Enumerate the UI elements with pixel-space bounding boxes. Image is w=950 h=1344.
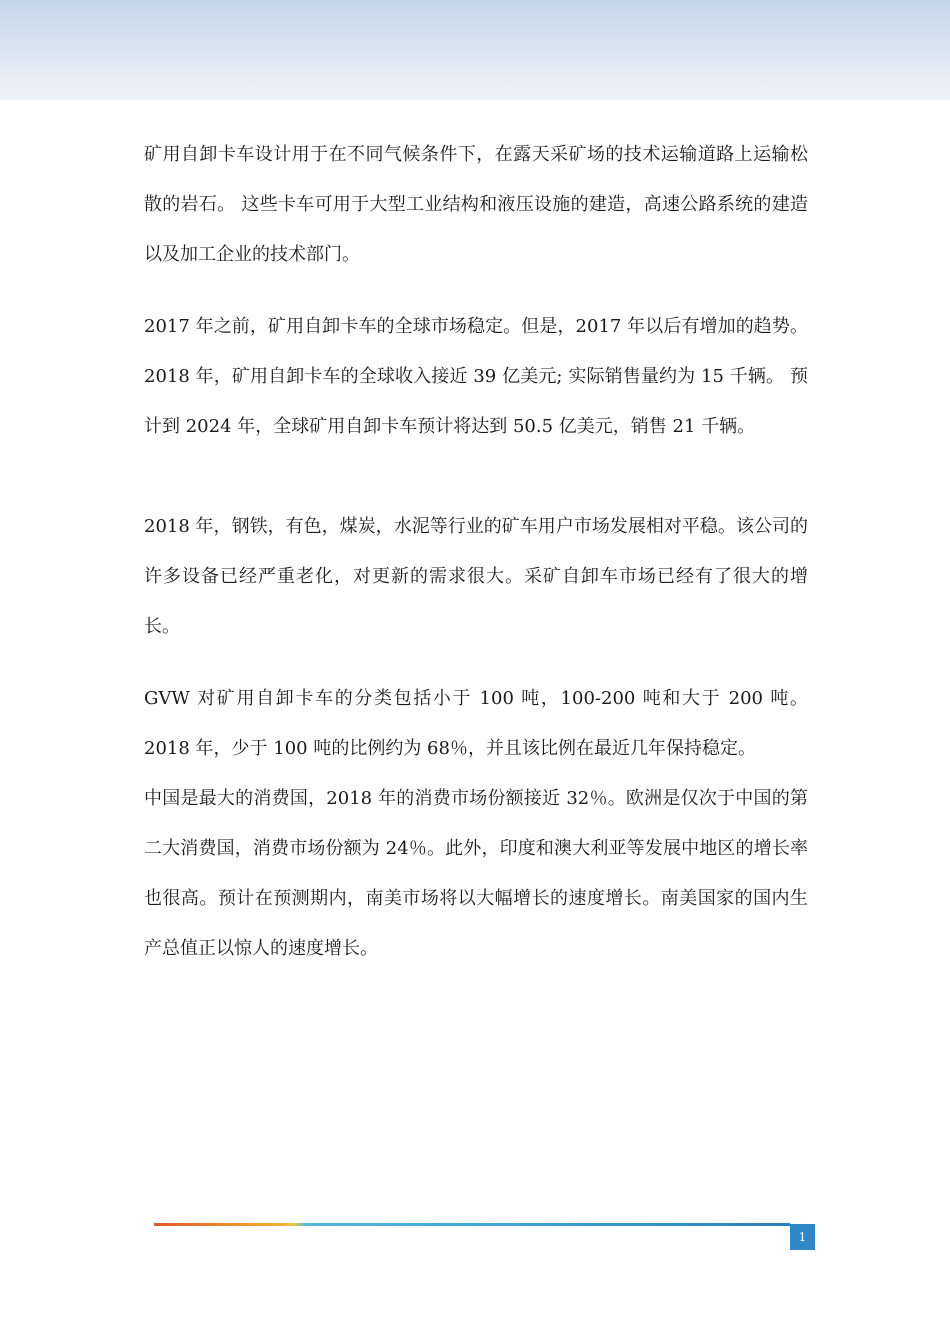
paragraph-global-market: 2017 年之前，矿用自卸卡车的全球市场稳定。但是，2017 年以后有增加的趋势。2018 年，矿用自卸卡车的全球收入接近 39 亿美元; 实际销售量约为 15 千辆。 预计到 2024 年，全球矿用自卸卡车预计将达到 50.5 亿美元，销售 21 千辆。 [144,316,808,437]
paragraph-gvw-classification: GVW 对矿用自卸卡车的分类包括小于 100 吨，100-200 吨和大于 200 吨。2018 年，少于 100 吨的比例约为 68％，并且该比例在最近几年保持稳定。 [144,688,808,759]
footer-divider [154,1223,790,1226]
paragraph-regional-consumption: 中国是最大的消费国，2018 年的消费市场份额接近 32％。欧洲是仅次于中国的第二大消费国，消费市场份额为 24％。此外，印度和澳大利亚等发展中地区的增长率也很高。预计在预测期内，南美市场将以大幅增长的速度增长。南美国家的国内生产总值正以惊人的速度增长。 [144,788,808,959]
header-band [0,0,950,100]
paragraph-mining-truck-intro: 矿用自卸卡车设计用于在不同气候条件下，在露天采矿场的技术运输道路上运输松散的岩石。 这些卡车可用于大型工业结构和液压设施的建造，高速公路系统的建造以及加工企业的技术部门。 [144,144,808,265]
page-number: 1 [790,1224,815,1250]
document-body [144,130,808,974]
paragraph-industry-users: 2018 年，钢铁，有色，煤炭，水泥等行业的矿车用户市场发展相对平稳。该公司的许多设备已经严重老化，对更新的需求很大。采矿自卸车市场已经有了很大的增长。 [144,516,808,637]
